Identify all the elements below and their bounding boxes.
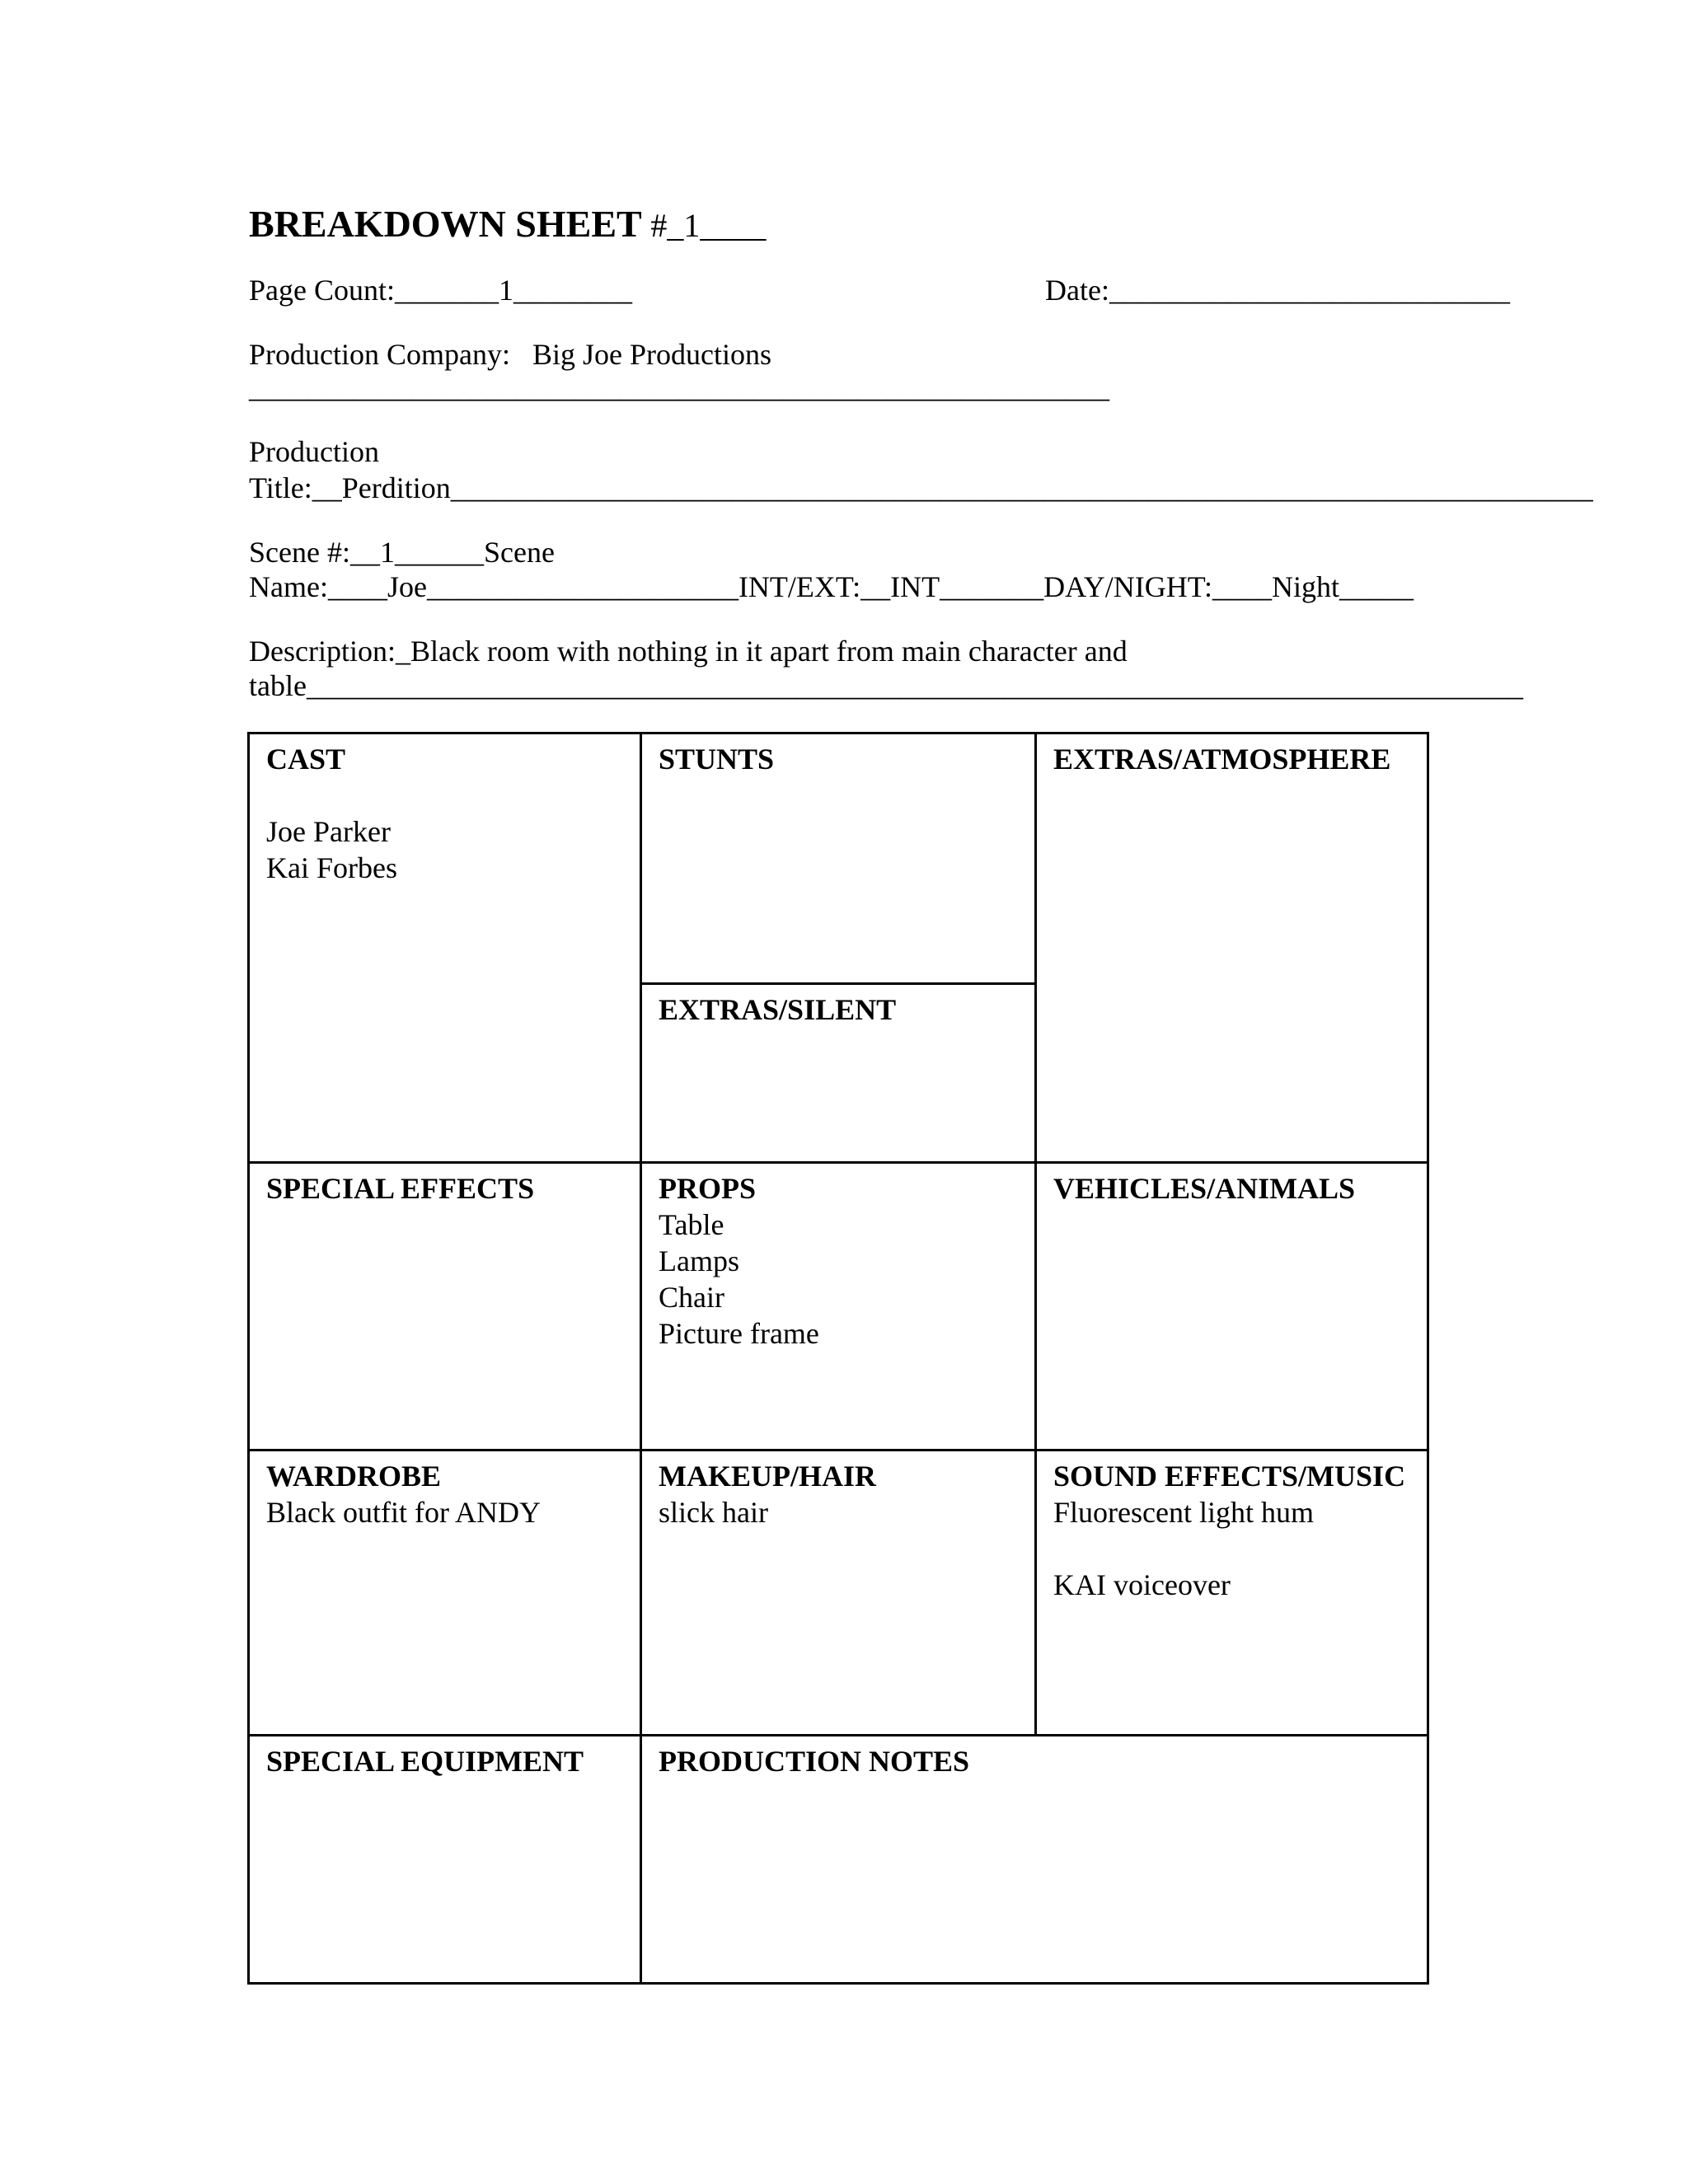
makeup-hair-label: MAKEUP/HAIR [659,1460,876,1493]
sound-effects-item: Fluorescent light hum [1053,1496,1314,1529]
extras-silent-cell[interactable] [640,982,1037,1164]
props-cell[interactable] [640,1161,1037,1451]
vehicles-animals-label: VEHICLES/ANIMALS [1053,1172,1356,1205]
extras-atmosphere-cell[interactable] [1034,732,1429,1164]
stunts-label: STUNTS [659,743,775,776]
wardrobe-cell[interactable] [247,1449,642,1736]
stunts-cell[interactable] [640,732,1037,985]
wardrobe-item: Black outfit for ANDY [266,1496,541,1529]
breakdown-grid [247,732,1429,1985]
props-item: Picture frame [659,1317,819,1350]
extras-silent-label: EXTRAS/SILENT [659,993,897,1026]
sheet-title-text: BREAKDOWN SHEET [249,203,641,245]
cast-item: Kai Forbes [266,851,397,884]
production-notes-label: PRODUCTION NOTES [659,1745,970,1778]
makeup-hair-item: slick hair [659,1496,768,1529]
wardrobe-label: WARDROBE [266,1460,442,1493]
production-title-field[interactable]: Title:__Perdition_____________________________________________________________________________ [249,471,1593,504]
cast-item: Joe Parker [266,815,391,848]
special-equipment-label: SPECIAL EQUIPMENT [266,1745,584,1778]
page-count-field[interactable]: Page Count:_______1________ [249,274,632,307]
extras-atmosphere-label: EXTRAS/ATMOSPHERE [1053,743,1391,776]
production-company-rule: __________________________________________________________ [249,371,1109,404]
special-effects-label: SPECIAL EFFECTS [266,1172,535,1205]
production-title-label: Production [249,435,379,468]
props-item: Lamps [659,1244,739,1277]
props-item: Table [659,1208,724,1241]
sound-effects-music-cell[interactable] [1034,1449,1429,1736]
cast-cell[interactable] [247,732,642,1164]
cast-label: CAST [266,743,346,776]
scene-name-field[interactable]: Name:____Joe_____________________INT/EXT:__INT_______DAY/NIGHT:____Night_____ [249,570,1414,603]
sheet-title [249,201,766,249]
sheet-number: #_1____ [650,207,767,244]
production-company-field[interactable]: Production Company: Big Joe Productions [249,338,771,371]
sound-effects-music-label: SOUND EFFECTS/MUSIC [1053,1460,1406,1493]
sound-effects-item: KAI voiceover [1053,1568,1231,1601]
special-equipment-cell[interactable] [247,1734,642,1985]
scene-number-field[interactable]: Scene #:__1______Scene [249,536,555,569]
makeup-hair-cell[interactable] [640,1449,1037,1736]
description-field[interactable]: Description:_Black room with nothing in it apart from main character and [249,635,1128,668]
props-label: PROPS [659,1172,757,1205]
special-effects-cell[interactable] [247,1161,642,1451]
production-notes-cell[interactable] [640,1734,1429,1985]
date-field[interactable]: Date:___________________________ [1045,274,1510,307]
props-item: Chair [659,1281,724,1314]
description-field-continued[interactable]: table__________________________________________________________________________________ [249,669,1523,702]
vehicles-animals-cell[interactable] [1034,1161,1429,1451]
